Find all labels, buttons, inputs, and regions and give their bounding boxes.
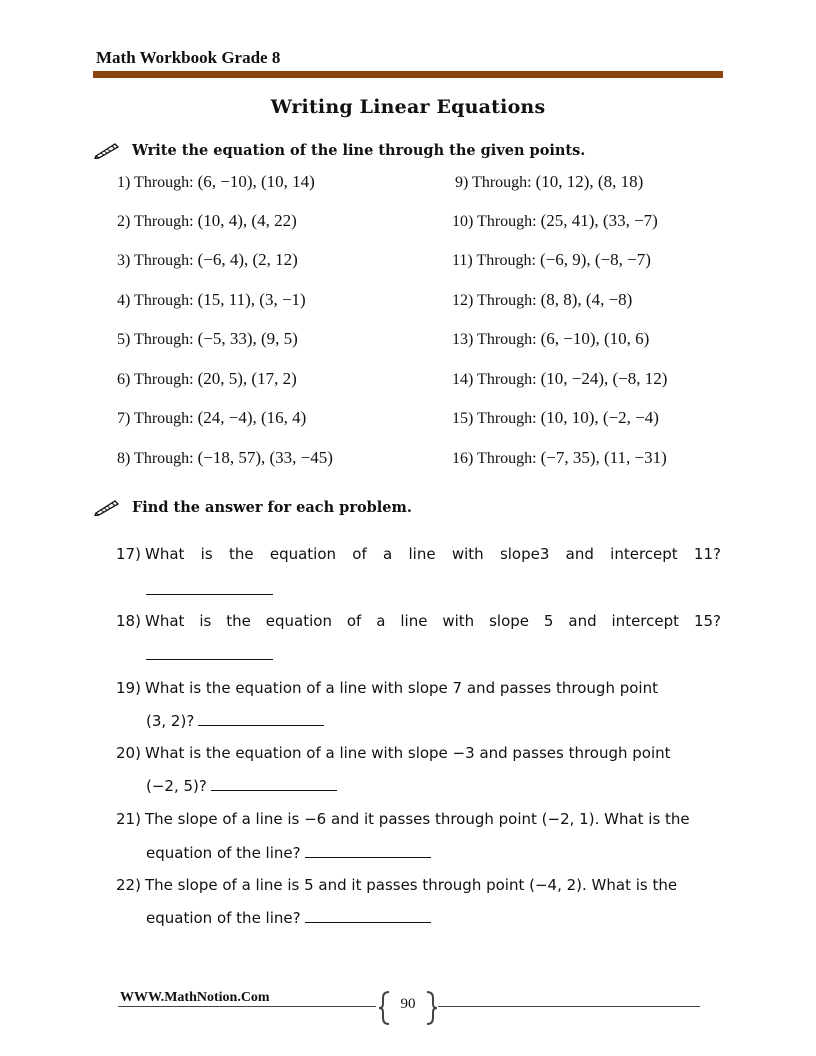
- question-22: 22) The slope of a line is 5 and it passes through point (−4, 2). What is the: [116, 876, 678, 894]
- question-21-cont: equation of the line?: [146, 844, 431, 862]
- list-item: 1) Through: (6, −10), (10, 14): [117, 172, 315, 191]
- right-brace-icon: [424, 990, 438, 1026]
- footer-rule-right: [438, 1006, 700, 1007]
- list-item: 3) Through: (−6, 4), (2, 12): [117, 250, 298, 269]
- question-21: 21) The slope of a line is −6 and it passes through point (−2, 1). What is the: [116, 810, 690, 828]
- list-item: 8) Through: (−18, 57), (33, −45): [117, 448, 333, 467]
- list-item: 6) Through: (20, 5), (17, 2): [117, 369, 297, 388]
- list-item: 2) Through: (10, 4), (4, 22): [117, 211, 297, 230]
- question-20-cont: (−2, 5)?: [146, 777, 337, 795]
- list-item: 14) Through: (10, −24), (−8, 12): [452, 369, 668, 388]
- list-item: 12) Through: (8, 8), (4, −8): [452, 290, 633, 309]
- list-item: 13) Through: (6, −10), (10, 6): [452, 329, 650, 348]
- question-19-cont: (3, 2)?: [146, 712, 324, 730]
- question-19: 19) What is the equation of a line with slope 7 and passes through point: [116, 679, 658, 697]
- list-item: 7) Through: (24, −4), (16, 4): [117, 408, 307, 427]
- answer-blank[interactable]: [146, 594, 273, 595]
- instruction-section-2: [94, 498, 412, 516]
- list-item: 5) Through: (−5, 33), (9, 5): [117, 329, 298, 348]
- question-18: 18) What is the equation of a line with slope 5 and intercept 15?: [116, 612, 721, 630]
- instruction-section-1: [94, 141, 585, 159]
- list-item: 10) Through: (25, 41), (33, −7): [452, 211, 658, 230]
- footer-link[interactable]: WWW.MathNotion.Com: [120, 990, 270, 1005]
- instruction-text: Find the answer for each problem.: [132, 498, 412, 516]
- header-title: Math Workbook Grade 8: [96, 48, 281, 67]
- answer-blank[interactable]: [198, 724, 324, 726]
- list-item: 11) Through: (−6, 9), (−8, −7): [452, 250, 651, 269]
- header-rule: [93, 71, 723, 78]
- footer-rule-left: [118, 1006, 376, 1007]
- answer-blank[interactable]: [211, 789, 337, 791]
- list-item: 9) Through: (10, 12), (8, 18): [455, 172, 644, 191]
- pencil-icon: [94, 141, 120, 159]
- page-title: Writing Linear Equations: [270, 96, 546, 118]
- list-item: 4) Through: (15, 11), (3, −1): [117, 290, 306, 309]
- answer-blank[interactable]: [146, 659, 273, 660]
- question-22-cont: equation of the line?: [146, 909, 431, 927]
- question-17: 17) What is the equation of a line with slope3 and intercept 11?: [116, 545, 721, 563]
- pencil-icon: [94, 498, 120, 516]
- instruction-text: Write the equation of the line through the given points.: [132, 141, 586, 159]
- list-item: 15) Through: (10, 10), (−2, −4): [452, 408, 659, 427]
- answer-blank[interactable]: [305, 856, 431, 858]
- list-item: 16) Through: (−7, 35), (11, −31): [452, 448, 667, 467]
- page-number: 90: [378, 990, 438, 1026]
- answer-blank[interactable]: [305, 921, 431, 923]
- question-20: 20) What is the equation of a line with slope −3 and passes through point: [116, 744, 671, 762]
